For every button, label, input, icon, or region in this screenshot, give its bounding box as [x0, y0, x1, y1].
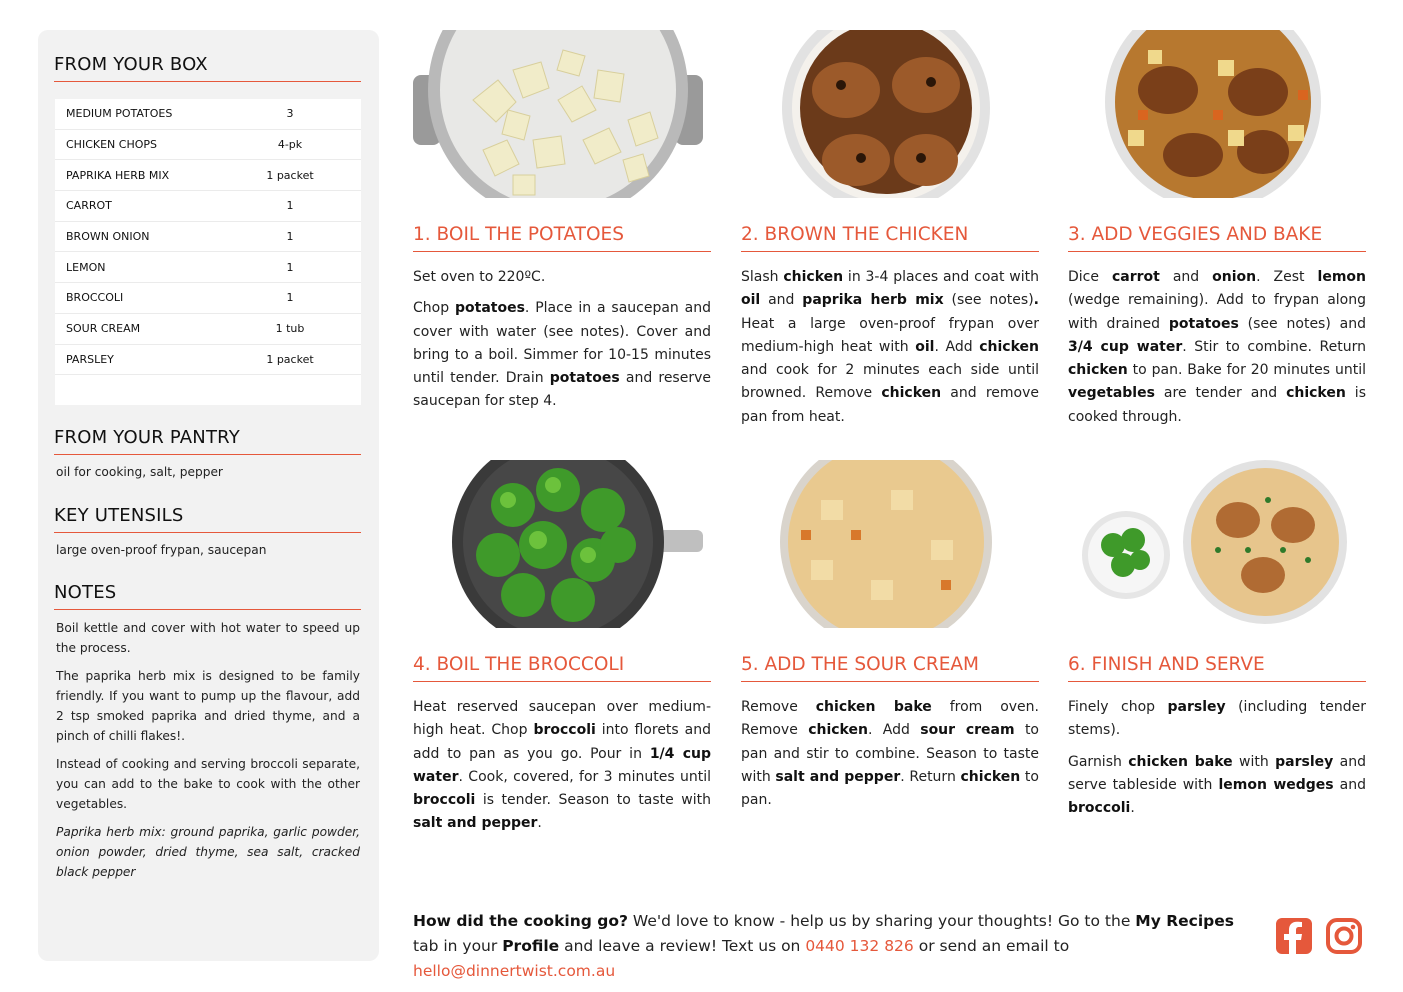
footer-text: or send an email to — [913, 937, 1070, 955]
step-ingredient: oil — [915, 338, 935, 355]
table-row — [55, 314, 361, 345]
ingredient-name: BROCCOLI — [66, 291, 124, 305]
table-row — [55, 160, 361, 191]
step-5-body — [741, 696, 1039, 820]
table-row — [55, 222, 361, 253]
step-text: (wedge remaining). Add to frypan along with drained — [1068, 292, 1366, 332]
step-text: Heat a large oven-proof frypan over medium-high heat with — [741, 315, 1039, 355]
ingredients-sidebar — [38, 30, 379, 961]
note-item: Boil kettle and cover with hot water to speed up the process. — [56, 621, 360, 655]
footer-text: and leave a review! Text us on — [559, 937, 806, 955]
step-ingredient: parsley — [1275, 753, 1334, 770]
step-ingredient: potatoes — [1168, 315, 1239, 332]
step-ingredient: carrot — [1111, 269, 1160, 285]
step-paragraph — [1068, 751, 1366, 821]
step-ingredient: sour cream — [920, 722, 1015, 739]
step-text: . Stir to combine. Return — [1182, 338, 1366, 355]
step-text: . Add — [934, 338, 980, 355]
ingredient-qty: 4-pk — [277, 138, 303, 152]
step-text: . Place in a saucepan and cover with water (see notes). Cover and bring to a boil. Simmer for 10-15 minutes until tender. Drain — [413, 300, 712, 387]
my-recipes-label: My Recipes — [1135, 912, 1234, 930]
facebook-icon[interactable] — [1275, 917, 1313, 955]
step-text: and reserve saucepan for step 4. — [413, 370, 711, 410]
step-4-photo-broccoli — [413, 460, 703, 628]
step-2-body — [741, 266, 1039, 437]
box-heading: FROM YOUR BOX — [54, 54, 361, 82]
feedback-footer — [413, 909, 1263, 984]
step-6-title: 6. FINISH AND SERVE — [1068, 654, 1366, 682]
step-ingredient: parsley — [1167, 699, 1226, 715]
step-ingredient: potatoes — [454, 300, 525, 317]
step-1-photo-potatoes — [413, 30, 703, 198]
step-text: from oven. Remove — [741, 699, 1039, 739]
step-ingredient: salt and pepper — [775, 768, 901, 785]
step-text: is cooked through. — [1068, 385, 1366, 425]
step-6-photo-serve — [1068, 460, 1366, 628]
step-text: Chop — [413, 300, 455, 317]
step-3-title: 3. ADD VEGGIES AND BAKE — [1068, 224, 1366, 252]
note-item: The paprika herb mix is designed to be family friendly. If you want to pump up the flavour, add 2 tsp smoked paprika and dried thyme, and a pinch of chilli flakes!. — [56, 669, 360, 743]
step-text: (including tender stems). — [1068, 699, 1366, 739]
pantry-text: oil for cooking, salt, pepper — [56, 465, 223, 479]
step-ingredient: chicken — [1068, 362, 1128, 379]
step-text: to pan. Bake for 20 minutes until — [1127, 362, 1366, 379]
step-ingredient: chicken bake — [815, 699, 932, 715]
table-row — [55, 345, 361, 376]
step-5-title: 5. ADD THE SOUR CREAM — [741, 654, 1039, 682]
ingredient-qty: 1 packet — [266, 168, 314, 182]
notes-list — [56, 618, 360, 890]
step-text: Remove — [741, 699, 816, 715]
step-text: into florets and add to pan as you go. Pour in — [413, 722, 711, 762]
step-text: . Add — [867, 722, 921, 739]
table-row — [55, 99, 361, 130]
step-3-body — [1068, 266, 1366, 437]
ingredient-qty: 1 — [286, 260, 294, 274]
step-ingredient: chicken bake — [1128, 753, 1233, 770]
step-text: and — [1159, 269, 1213, 285]
step-ingredient: lemon wedges — [1218, 776, 1334, 793]
step-ingredient: 3/4 cup water — [1068, 338, 1183, 355]
box-ingredients-table — [55, 99, 361, 405]
step-6-body — [1068, 696, 1366, 828]
step-text: with — [1232, 753, 1276, 770]
footer-text: We'd love to know - help us by sharing your thoughts! Go to the — [627, 912, 1136, 930]
step-ingredient: 1/4 cup water — [413, 745, 711, 785]
step-text: to pan. — [741, 768, 1039, 809]
step-2-photo-chicken — [741, 30, 1039, 198]
step-text: and — [1333, 776, 1366, 793]
step-ingredient: vegetables — [1068, 385, 1155, 402]
step-4-body — [413, 696, 711, 844]
step-text: (see notes) and — [1238, 315, 1367, 332]
step-paragraph — [1068, 696, 1366, 743]
step-paragraph — [413, 297, 711, 413]
notes-heading: NOTES — [54, 582, 361, 610]
step-1-title: 1. BOIL THE POTATOES — [413, 224, 711, 252]
step-text: and cook for 2 minutes each side until browned. Remove — [741, 362, 1039, 402]
step-text: Slash — [741, 269, 784, 285]
step-text: in 3-4 places and coat with — [843, 269, 1039, 285]
step-text: are tender and — [1154, 385, 1287, 402]
step-ingredient: . — [1033, 292, 1039, 309]
ingredient-qty: 3 — [286, 107, 294, 121]
step-3-photo-veggies — [1068, 30, 1366, 198]
step-text: and remove pan from heat. — [741, 385, 1039, 425]
utensils-text: large oven-proof frypan, saucepan — [56, 543, 267, 557]
ingredient-name: CARROT — [66, 199, 112, 213]
step-ingredient: chicken — [960, 768, 1021, 785]
ingredient-qty: 1 — [286, 199, 294, 213]
step-text: and — [760, 292, 803, 309]
ingredient-qty: 1 — [286, 230, 294, 244]
step-2-title: 2. BROWN THE CHICKEN — [741, 224, 1039, 252]
step-text: . — [537, 815, 542, 832]
ingredient-name: BROWN ONION — [66, 230, 150, 244]
footer-text: tab in your — [413, 937, 503, 955]
step-ingredient: onion — [1212, 269, 1257, 285]
ingredient-name: CHICKEN CHOPS — [66, 138, 157, 152]
step-ingredient: lemon — [1317, 269, 1366, 285]
step-5-photo-sour-cream — [741, 460, 1039, 628]
step-text: Set oven to 220ºC. — [413, 269, 546, 285]
step-text: is tender. Season to taste with — [475, 792, 711, 809]
step-4-title: 4. BOIL THE BROCCOLI — [413, 654, 711, 682]
step-text: . Cook, covered, for 3 minutes until — [458, 768, 711, 785]
step-ingredient: chicken — [881, 385, 942, 402]
ingredient-name: PARSLEY — [66, 352, 114, 366]
ingredient-name: PAPRIKA HERB MIX — [66, 168, 170, 182]
step-ingredient: chicken — [808, 722, 868, 739]
step-ingredient: oil — [741, 292, 761, 309]
profile-label: Profile — [502, 937, 560, 955]
step-ingredient: broccoli — [1068, 800, 1131, 817]
step-text: Dice — [1068, 269, 1112, 285]
step-ingredient: broccoli — [533, 722, 596, 739]
step-paragraph — [741, 696, 1039, 812]
step-paragraph — [413, 266, 711, 289]
step-ingredient: chicken — [783, 269, 844, 285]
step-text: Finely chop — [1068, 699, 1168, 715]
ingredient-qty: 1 — [286, 291, 294, 305]
step-text: to pan and stir to combine. Season to taste with — [741, 722, 1039, 785]
utensils-heading: KEY UTENSILS — [54, 505, 361, 533]
step-text: . Return — [900, 768, 961, 785]
table-row — [55, 252, 361, 283]
step-paragraph — [413, 696, 711, 836]
step-ingredient: salt and pepper — [413, 815, 538, 832]
step-text: Garnish — [1068, 753, 1129, 770]
note-item: Paprika herb mix: ground paprika, garlic powder, onion powder, dried thyme, sea salt, cracked black pepper — [56, 825, 360, 879]
pantry-heading: FROM YOUR PANTRY — [54, 427, 361, 455]
ingredient-name: MEDIUM POTATOES — [66, 107, 173, 121]
ingredient-name: LEMON — [66, 260, 106, 274]
step-1-body — [413, 266, 711, 422]
step-text: Heat reserved saucepan over medium-high heat. Chop — [413, 699, 711, 739]
step-text: (see notes) — [943, 292, 1034, 309]
step-ingredient: chicken — [979, 338, 1039, 355]
table-row — [55, 283, 361, 314]
step-paragraph — [1068, 266, 1366, 429]
email-link[interactable]: hello@dinnertwist.com.au — [413, 962, 616, 980]
step-paragraph — [741, 266, 1039, 429]
step-text: . — [1130, 800, 1135, 817]
footer-question: How did the cooking go? — [413, 912, 628, 930]
phone-link[interactable]: 0440 132 826 — [805, 937, 914, 955]
ingredient-name: SOUR CREAM — [66, 322, 141, 336]
step-text: and serve tableside with — [1068, 753, 1366, 793]
table-row — [55, 191, 361, 222]
step-text: . Zest — [1256, 269, 1318, 285]
ingredient-qty: 1 packet — [266, 352, 314, 366]
step-ingredient: potatoes — [549, 370, 620, 387]
table-row — [55, 130, 361, 161]
step-ingredient: broccoli — [413, 792, 476, 809]
step-ingredient: chicken — [1286, 385, 1346, 402]
ingredient-qty: 1 tub — [275, 322, 305, 336]
step-ingredient: paprika herb mix — [802, 292, 944, 309]
instagram-icon[interactable] — [1325, 917, 1363, 955]
note-item: Instead of cooking and serving broccoli separate, you can add to the bake to cook with the other vegetables. — [56, 757, 360, 811]
